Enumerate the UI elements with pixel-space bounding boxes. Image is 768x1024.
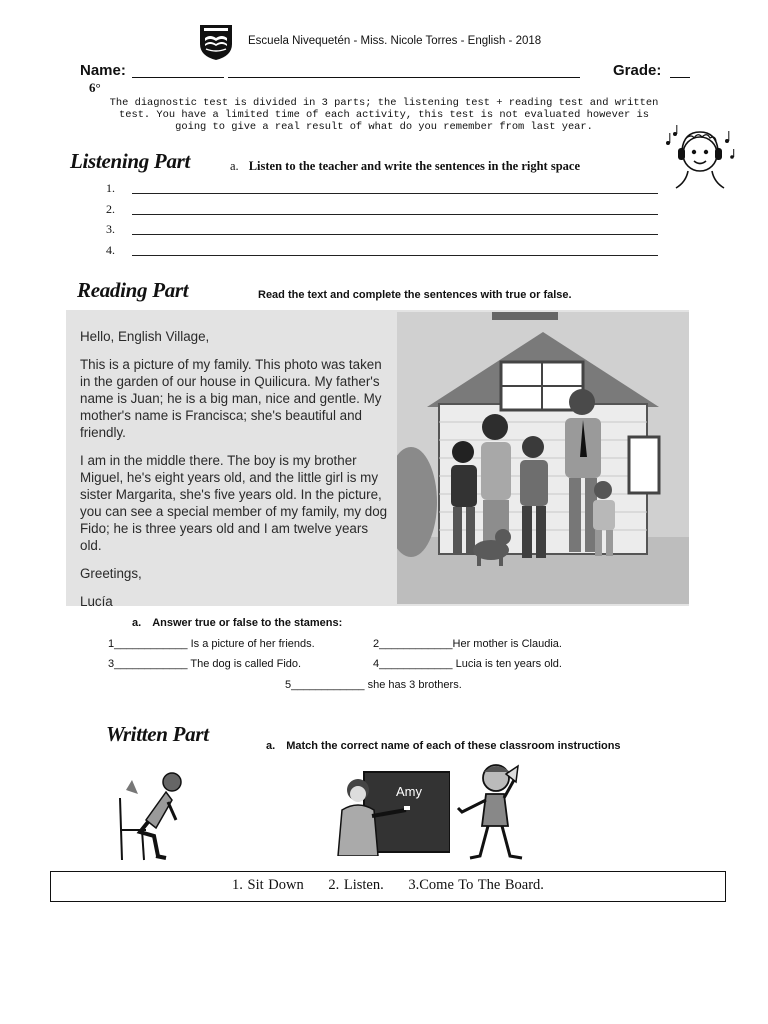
match-options-box (50, 871, 726, 902)
match-options (51, 877, 725, 894)
letter-signature: Lucía (80, 594, 113, 609)
instruction-text: Listen to the teacher and write the sentences in the right space (248, 159, 581, 173)
instruction-marker: a. (266, 740, 276, 752)
instruction-text: Answer true or false to the stamens: (152, 617, 343, 629)
written-section-title: Written Part (106, 722, 209, 746)
letter-paragraph: This is a picture of my family. This photo was taken in the garden of our house in Quilicura. My father's name is Juan; he is a big man, nice and gentle. My mother's name is Francisca; she's beautiful and friendly. (80, 357, 382, 440)
letter-greeting: Hello, English Village, (80, 329, 210, 344)
headphones-person-icon (664, 124, 736, 190)
name-label: Name: (80, 62, 126, 79)
listening-instruction (230, 159, 580, 174)
grade-value: 6° (89, 80, 101, 95)
true-false-item-1[interactable]: 1____________ Is a picture of her friends. (108, 638, 315, 650)
true-false-item-3[interactable]: 3____________ The dog is called Fido. (108, 658, 302, 670)
instruction-marker: a. (132, 617, 142, 629)
grade-answer-line[interactable] (670, 77, 690, 78)
board-word: Amy (396, 784, 422, 799)
listening-section-title: Listening Part (70, 149, 191, 173)
line-number: 1. (106, 181, 115, 195)
name-answer-line[interactable] (132, 77, 224, 78)
family-house-picture (397, 312, 689, 604)
intro-paragraph: The diagnostic test is divided in 3 parts; the listening test + reading test and written test. You have a limited time of each activity, this test is not evaluated however is going to give a real result of what do you remember from last year. (109, 97, 659, 133)
listening-answer-line[interactable] (106, 202, 658, 218)
reading-instruction: Read the text and complete the sentences with true or false. (258, 289, 572, 301)
line-number: 2. (106, 202, 115, 216)
option-come-to-board: 3.Come To The Board. (408, 877, 544, 893)
reading-section-title: Reading Part (77, 278, 189, 302)
sit-down-picture (112, 770, 192, 862)
board-picture (334, 770, 450, 856)
grade-label: Grade: (613, 62, 662, 79)
name-answer-line-extension[interactable] (228, 77, 580, 78)
true-false-item-5[interactable]: 5____________ she has 3 brothers. (285, 679, 462, 691)
school-crest-icon (196, 22, 236, 62)
school-header-line: Escuela Nivequetén - Miss. Nicole Torres - English - 2018 (248, 35, 542, 47)
letter-text (80, 328, 392, 621)
written-instruction (266, 740, 621, 752)
true-false-instruction (132, 617, 342, 629)
option-sit-down: 1. Sit Down (232, 877, 304, 893)
letter-closing: Greetings, (80, 566, 142, 581)
letter-paragraph: I am in the middle there. The boy is my brother Miguel, he's eight years old, and the little girl is my sister Margarita, she's five years old. In the picture, you can see a special member of my family, my dog Fido; he is three years old and I am twelve years old. (80, 453, 388, 553)
listening-answer-line[interactable] (106, 222, 658, 238)
listening-answer-line[interactable] (106, 181, 658, 197)
instruction-text: Match the correct name of each of these classroom instructions (286, 740, 621, 752)
line-number: 3. (106, 222, 115, 236)
true-false-item-4[interactable]: 4____________ Lucia is ten years old. (373, 658, 562, 670)
line-number: 4. (106, 243, 115, 257)
option-listen: 2. Listen. (328, 877, 384, 893)
instruction-marker: a. (230, 159, 239, 173)
true-false-item-2[interactable]: 2____________Her mother is Claudia. (373, 638, 562, 650)
listening-answer-line[interactable] (106, 243, 658, 259)
reading-text-panel (66, 310, 689, 609)
listen-picture (456, 760, 536, 862)
